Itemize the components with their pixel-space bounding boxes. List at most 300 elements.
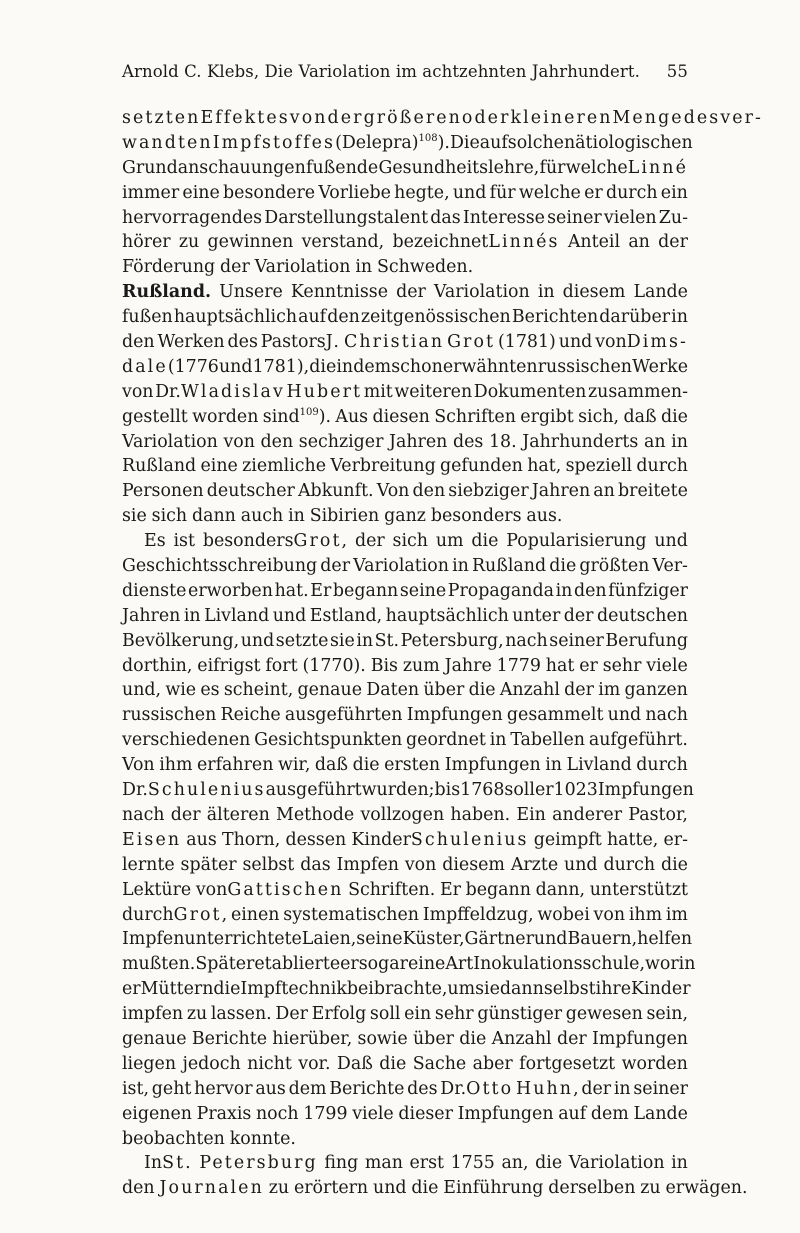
word-group (556, 579, 573, 604)
word: der (563, 605, 594, 626)
word-group (671, 305, 688, 330)
word: hauptsächlich (173, 307, 298, 328)
word-group (604, 206, 657, 231)
word-group (546, 654, 575, 679)
text-line (122, 504, 688, 529)
word: der (354, 531, 385, 552)
word: erst (409, 1153, 445, 1174)
word: 1779 (496, 655, 541, 676)
word-group (336, 355, 353, 380)
word: und (607, 705, 642, 726)
word: zum (402, 655, 440, 676)
word-group (500, 977, 544, 1002)
word: 1799 (303, 1103, 348, 1124)
word-group (122, 131, 213, 156)
word-group (168, 355, 219, 380)
word: größten (579, 556, 650, 577)
word-group (471, 529, 498, 554)
word-group (459, 1027, 486, 1052)
text-line (122, 380, 688, 405)
word-group (310, 579, 331, 604)
word-group (490, 181, 516, 206)
word-group (122, 280, 211, 305)
word: Reiche (220, 705, 281, 726)
word-group (184, 604, 201, 629)
word: Vorliebe (318, 182, 391, 203)
word: sein, (646, 1004, 688, 1025)
word: derselben (548, 1178, 636, 1199)
word-group (231, 903, 280, 928)
word-group (247, 1052, 292, 1077)
word-group (276, 803, 354, 828)
word-group (508, 131, 575, 156)
word-group (355, 529, 385, 554)
word: gewinnen (207, 232, 294, 253)
word: Inokulationsschule, (473, 954, 646, 975)
word: von (595, 332, 627, 353)
word-group (645, 952, 695, 977)
word: es (200, 680, 220, 701)
word-group (300, 853, 330, 878)
word-group (122, 405, 188, 430)
word: fortgesetzt (519, 1053, 616, 1074)
word: und (533, 929, 568, 950)
word-group (652, 554, 687, 579)
word: die (660, 406, 688, 427)
text-line (122, 654, 688, 679)
word-group (122, 305, 173, 330)
word-group (335, 405, 368, 430)
word: zusammen- (587, 381, 688, 402)
word: Darstellungstalent (264, 207, 429, 228)
word-group (510, 728, 585, 753)
word: Kinder (351, 829, 411, 850)
word: hat. (274, 580, 309, 601)
word-group (372, 405, 429, 430)
word: an (593, 481, 615, 502)
word-group (179, 230, 199, 255)
word-group (298, 1052, 330, 1077)
word-group (512, 604, 560, 629)
spaced-name: Grot (173, 904, 222, 925)
running-header (122, 62, 688, 86)
word: Impffeldzug, (422, 904, 534, 925)
word-group (451, 1151, 495, 1176)
word-group (633, 1102, 688, 1127)
word: Küster, (402, 929, 465, 950)
word: von (122, 381, 154, 402)
word: schon (391, 356, 443, 377)
word: aus (255, 1078, 286, 1099)
word: in (613, 1078, 631, 1099)
spaced-name: von (289, 108, 328, 128)
word-group (208, 230, 294, 255)
text-line (122, 1102, 688, 1127)
word: die (660, 854, 688, 875)
word-group (549, 629, 604, 654)
word: an (643, 431, 666, 452)
word: ätiologischen (575, 132, 693, 153)
word-group (401, 629, 504, 654)
word: zu (186, 1004, 208, 1025)
word-group (475, 977, 500, 1002)
word: hatte, (606, 829, 659, 850)
word: in (489, 730, 507, 751)
word-group (199, 1151, 317, 1176)
word-group (636, 753, 688, 778)
word: Der (275, 1004, 308, 1025)
word: ausgeführten (284, 705, 403, 726)
word: der (581, 1078, 612, 1099)
word: des (452, 431, 484, 452)
word-group (603, 853, 655, 878)
word: der (170, 804, 201, 825)
word: und (240, 630, 275, 651)
word: Arzte (510, 854, 559, 875)
word-group (720, 106, 763, 131)
word: im (665, 904, 688, 925)
text-line (122, 604, 688, 629)
spaced-name: Wladislav (180, 381, 285, 402)
word-group (654, 529, 688, 554)
word: dorthin, (122, 655, 193, 676)
word-group (141, 977, 214, 1002)
word-group (330, 454, 435, 479)
word: erworben (188, 580, 273, 601)
spaced-name: der (327, 108, 364, 128)
word: Schweden. (376, 257, 474, 278)
word: Ein (516, 804, 546, 825)
word: sind (262, 406, 300, 427)
word: um (447, 979, 476, 1000)
word-group (122, 380, 154, 405)
word-group (302, 230, 385, 255)
word: Ver- (652, 556, 688, 577)
word: aus (186, 829, 217, 850)
word: er- (663, 829, 688, 850)
word-group (122, 579, 186, 604)
word: Daß (336, 1053, 373, 1074)
word-group (366, 678, 419, 703)
word-group (538, 355, 632, 380)
word-group (197, 753, 273, 778)
word-group (566, 1002, 643, 1027)
word: Impfungen (444, 755, 541, 776)
word-group (435, 1002, 474, 1027)
text-line (122, 255, 688, 280)
word-group (536, 878, 585, 903)
word-group (276, 629, 329, 654)
word: der (220, 257, 250, 278)
spaced-name: Eisen (122, 829, 182, 850)
word-group (633, 1077, 688, 1102)
word: später (180, 854, 237, 875)
word: Impfen (122, 929, 185, 950)
text-line (122, 330, 688, 355)
word: (1776 (167, 356, 219, 377)
word-group (196, 878, 344, 903)
word-group (315, 753, 348, 778)
word-group (564, 604, 594, 629)
word-group (629, 903, 662, 928)
word: eine (407, 954, 446, 975)
spaced-name: Schulenius (147, 780, 266, 801)
word-group (275, 1002, 308, 1027)
word-group (219, 280, 283, 305)
word-group (575, 131, 692, 156)
word-group (625, 678, 688, 703)
word: durch (122, 904, 174, 925)
word: bezeichnet (392, 232, 489, 253)
word: wobei (537, 904, 590, 925)
page-number: 55 (666, 62, 688, 81)
word: lassen. (210, 1004, 272, 1025)
word-group (122, 1052, 176, 1077)
word-group (400, 579, 446, 604)
word: Er (310, 580, 332, 601)
word: fünfziger (608, 580, 688, 601)
word: Dokumenten (473, 381, 587, 402)
word-group (595, 330, 688, 355)
word-group (394, 380, 472, 405)
word: Erfolg (311, 1004, 367, 1025)
word: unter (512, 605, 561, 626)
word-group (181, 853, 237, 878)
word: Variolation (568, 1153, 665, 1174)
word-group (223, 430, 255, 455)
word: die (471, 531, 499, 552)
word-group (603, 654, 642, 679)
word: dann (499, 979, 544, 1000)
word-group (434, 405, 516, 430)
word-group (358, 1027, 408, 1052)
word: die (352, 755, 380, 776)
word-group (666, 903, 688, 928)
word: ist, (122, 1078, 150, 1099)
word-group (458, 1102, 554, 1127)
word: eigenen (122, 1103, 192, 1124)
word-group (497, 654, 541, 679)
word-group (443, 1176, 543, 1201)
word: Propaganda (447, 580, 554, 601)
word-group (566, 156, 688, 181)
spaced-name: Gattischen (227, 879, 344, 900)
word-group (445, 952, 473, 977)
word-group (490, 728, 507, 753)
word-group (221, 703, 281, 728)
text-line (122, 1077, 688, 1102)
word-group (348, 878, 435, 903)
word: Impfungen (406, 705, 503, 726)
word: beobachten (122, 1128, 225, 1149)
word-group (633, 280, 688, 305)
word: erörtern (293, 1178, 369, 1199)
text-line (122, 728, 688, 753)
text-line (122, 778, 694, 803)
word: Lande (633, 282, 688, 303)
word-group (450, 803, 510, 828)
text-line (122, 181, 688, 206)
word-group (364, 380, 393, 405)
word-group (275, 579, 309, 604)
word-group (605, 629, 688, 654)
word: hervorragendes (122, 207, 263, 228)
word: sogar (358, 954, 408, 975)
word-group (443, 355, 538, 380)
word-group (534, 927, 568, 952)
word-group (347, 977, 448, 1002)
word-group (504, 778, 535, 803)
word: der (564, 680, 594, 701)
word: fing (324, 1153, 359, 1174)
word-group (253, 355, 310, 380)
word: Aus (335, 406, 369, 427)
word: hat (545, 655, 575, 676)
word-group (356, 927, 402, 952)
word: und (218, 356, 253, 377)
word: in (336, 356, 354, 377)
word: dem (288, 1078, 327, 1099)
word-group (165, 678, 196, 703)
word: des (227, 332, 258, 353)
word-group (242, 454, 326, 479)
word-group (211, 1002, 272, 1027)
word: Anzahl (499, 680, 560, 701)
word: eine (182, 182, 220, 203)
word-group (152, 504, 187, 529)
word-group (527, 454, 561, 479)
word: um (435, 531, 464, 552)
word: die (468, 680, 496, 701)
word-group (290, 106, 328, 131)
word: die (379, 1053, 407, 1074)
word-group (213, 131, 335, 156)
word-group (588, 380, 688, 405)
word: Berichte (191, 1028, 267, 1049)
spaced-name: Menge (612, 108, 684, 128)
word-group (158, 330, 225, 355)
word-group (375, 629, 399, 654)
word-group (545, 753, 562, 778)
word-group (378, 156, 539, 181)
word: systematischen (283, 904, 419, 925)
word: hauptsächlich (385, 605, 509, 626)
text-line (122, 106, 763, 131)
word: 1023 (553, 780, 598, 801)
word-group (512, 305, 598, 330)
word-group (200, 106, 289, 131)
word: vor. (298, 1053, 331, 1074)
word: Personen (122, 481, 204, 502)
word-group (608, 703, 642, 728)
word: zu (178, 232, 200, 253)
word: besonders (430, 506, 522, 527)
word-group (320, 554, 350, 579)
word-group (407, 1077, 437, 1102)
word: Lande (633, 1103, 688, 1124)
word-group (255, 255, 351, 280)
spaced-name: Christian (343, 332, 445, 353)
word-group (122, 828, 181, 853)
text-line (122, 280, 688, 305)
word-group (413, 479, 446, 504)
text-line (122, 206, 688, 231)
word-group (310, 604, 382, 629)
text-line (122, 1176, 748, 1201)
word: Variolation (254, 257, 351, 278)
word-group (352, 1102, 394, 1127)
word-group (396, 280, 426, 305)
word-group (671, 430, 688, 455)
word: Abkunft. (298, 481, 374, 502)
word-group (329, 1077, 404, 1102)
word: diesem (562, 282, 626, 303)
spaced-name: Linnés (488, 232, 560, 253)
word-group (344, 330, 444, 355)
word: haben. (450, 804, 511, 825)
spaced-name: Hubert (286, 381, 363, 402)
word-group (122, 355, 168, 380)
word-group (182, 1052, 240, 1077)
word: Kenntnisse (290, 282, 388, 303)
word-group (122, 1102, 192, 1127)
word: im (598, 680, 621, 701)
word-group (337, 1052, 373, 1077)
word-group (628, 230, 650, 255)
word: ganz (384, 506, 426, 527)
word-group (240, 977, 346, 1002)
word-group (353, 753, 380, 778)
word-group (192, 405, 258, 430)
word: zu (640, 1178, 661, 1199)
word-group (171, 803, 201, 828)
word-group (184, 927, 301, 952)
word: etablierte (254, 954, 341, 975)
word: Berufung (605, 630, 688, 651)
word: Berichte (329, 1078, 405, 1099)
word-group (511, 853, 558, 878)
word: immer (122, 182, 180, 203)
word: ersten (384, 755, 441, 776)
word-group (460, 778, 504, 803)
word: ). (318, 406, 332, 427)
word-group (569, 1151, 665, 1176)
word-group (597, 604, 688, 629)
word-group (472, 554, 546, 579)
section-heading: Rußland. (122, 282, 212, 303)
word-group (469, 678, 496, 703)
spaced-name: Huhn (515, 1078, 574, 1099)
word-group (535, 1151, 562, 1176)
spaced-name: Otto (466, 1078, 514, 1099)
word: des (407, 1078, 438, 1099)
word: er (534, 780, 554, 801)
word: daß (314, 755, 349, 776)
word: auch (240, 506, 284, 527)
word: Jahren (389, 431, 448, 452)
word: die (309, 356, 337, 377)
word: wir, (277, 755, 311, 776)
word: eifrigst (197, 655, 261, 676)
word-group (306, 156, 378, 181)
word-group (593, 479, 615, 504)
word-group (445, 654, 492, 679)
word: ist (173, 531, 195, 552)
word: dann, (535, 879, 586, 900)
word-group (423, 903, 534, 928)
word: mußten. (122, 954, 196, 975)
word: Art (445, 954, 474, 975)
